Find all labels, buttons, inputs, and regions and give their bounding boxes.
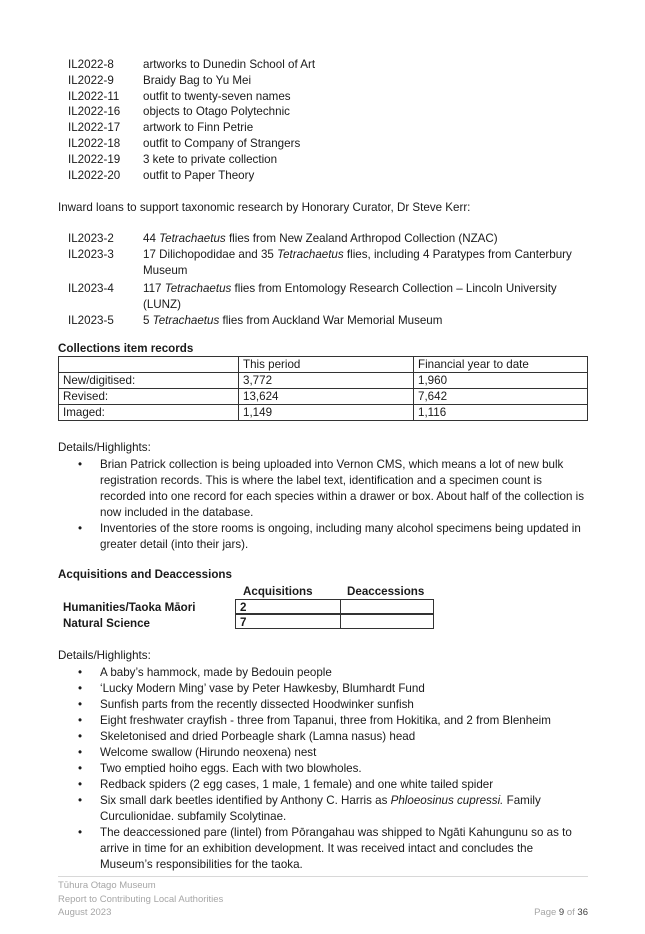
loan-id: IL2022-9 bbox=[68, 73, 114, 87]
list-item: • Sunfish parts from the recently dissected Hoodwinker sunfish bbox=[78, 698, 414, 711]
loan-id: IL2022-16 bbox=[68, 105, 121, 119]
footer-date: August 2023 bbox=[58, 907, 112, 918]
bullet-icon: • bbox=[78, 826, 83, 839]
loan-desc: 5 Tetrachaetus flies from Auckland War Memorial Museum bbox=[143, 314, 443, 327]
acquisitions-highlights-list bbox=[58, 665, 588, 873]
bullet-icon: • bbox=[78, 714, 83, 727]
loan-desc: objects to Otago Polytechnic bbox=[143, 105, 290, 119]
bullet-icon: • bbox=[78, 794, 83, 807]
table-cell: Revised: bbox=[59, 389, 239, 405]
page-number: Page 9 of 36 bbox=[534, 907, 588, 918]
loan-desc: 17 Dilichopodidae and 35 Tetrachaetus flies, including 4 Paratypes from Canterbury Museum bbox=[143, 248, 572, 277]
inward-loans-list bbox=[68, 231, 588, 329]
records-table bbox=[58, 356, 588, 421]
footer-report-title: Report to Contributing Local Authorities bbox=[58, 893, 224, 905]
loan-id: IL2023-2 bbox=[68, 232, 114, 245]
details-label: Details/Highlights: bbox=[58, 649, 151, 662]
bullet-icon: • bbox=[78, 682, 83, 695]
table-row bbox=[59, 389, 588, 405]
inward-loan-row bbox=[68, 313, 588, 329]
list-item: • The deaccessioned pare (lintel) from Pōrangahau was shipped to Ngāti Kahungunu so as to arrive in time for an exhibition development. It was received intact and concludes the Museum’s responsibilities for the taoka. bbox=[78, 826, 572, 871]
list-item: • Brian Patrick collection is being uploaded into Vernon CMS, which means a lot of new bulk registration records. This is where the label text, identification and a specimen count is recorded into one record for each species within a drawer or box. About half of the collection is now included in the database. bbox=[78, 458, 584, 519]
table-header-cell bbox=[59, 357, 239, 373]
loan-desc: artwork to Finn Petrie bbox=[143, 121, 254, 135]
details-label: Details/Highlights: bbox=[58, 441, 151, 454]
loan-row bbox=[68, 57, 315, 73]
bullet-icon: • bbox=[78, 762, 83, 775]
loan-desc: Braidy Bag to Yu Mei bbox=[143, 73, 252, 87]
records-heading: Collections item records bbox=[58, 342, 194, 355]
inward-loans-intro: Inward loans to support taxonomic research by Honorary Curator, Dr Steve Kerr: bbox=[58, 201, 471, 214]
loan-row bbox=[68, 104, 315, 120]
loan-desc: 117 Tetrachaetus flies from Entomology Research Collection – Lincoln University (LUNZ) bbox=[143, 282, 557, 311]
table-cell: Imaged: bbox=[59, 405, 239, 421]
bullet-icon: • bbox=[78, 458, 83, 471]
table-header-cell: Financial year to date bbox=[414, 357, 588, 373]
page-footer bbox=[58, 876, 588, 920]
table-header-cell: This period bbox=[239, 357, 414, 373]
deaccessions-column-header: Deaccessions bbox=[347, 585, 425, 598]
records-highlights-list bbox=[58, 457, 588, 553]
list-item: • Six small dark beetles identified by Anthony C. Harris as Phloeosinus cupressi. Family Curculionidae. subfamily Scolytinae. bbox=[78, 794, 541, 823]
inward-loan-row bbox=[68, 247, 588, 281]
loan-id: IL2023-3 bbox=[68, 248, 114, 261]
list-item: • A baby’s hammock, made by Bedouin people bbox=[78, 666, 332, 679]
table-cell: 3,772 bbox=[239, 373, 414, 389]
bullet-icon: • bbox=[78, 746, 83, 759]
acquisitions-row-label: Natural Science bbox=[63, 617, 150, 630]
outward-loans-list bbox=[68, 57, 315, 183]
table-row bbox=[59, 405, 588, 421]
loan-desc: artworks to Dunedin School of Art bbox=[143, 58, 316, 71]
loan-desc: 44 Tetrachaetus flies from New Zealand Arthropod Collection (NZAC) bbox=[143, 232, 498, 245]
loan-row bbox=[68, 73, 315, 89]
inward-loan-row bbox=[68, 231, 588, 247]
loan-desc: outfit to twenty-seven names bbox=[143, 89, 291, 103]
list-item: • Two emptied hoiho eggs. Each with two blowholes. bbox=[78, 762, 362, 775]
footer-organisation: Tūhura Otago Museum bbox=[58, 880, 156, 891]
table-cell: 13,624 bbox=[239, 389, 414, 405]
loan-row bbox=[68, 168, 315, 184]
table-cell: 1,116 bbox=[414, 405, 588, 421]
bullet-icon: • bbox=[78, 698, 83, 711]
loan-id: IL2023-5 bbox=[68, 314, 114, 327]
loan-id: IL2022-20 bbox=[68, 168, 121, 182]
loan-desc: outfit to Paper Theory bbox=[143, 168, 255, 182]
bullet-icon: • bbox=[78, 522, 83, 535]
table-cell: New/digitised: bbox=[59, 373, 239, 389]
loan-row bbox=[68, 120, 315, 136]
bullet-icon: • bbox=[78, 666, 83, 679]
loan-id: IL2022-18 bbox=[68, 136, 121, 150]
table-header-row bbox=[59, 357, 588, 373]
acquisitions-count: 7 bbox=[235, 614, 341, 629]
list-item: • Redback spiders (2 egg cases, 1 male, 1 female) and one white tailed spider bbox=[78, 778, 494, 791]
table-row bbox=[59, 373, 588, 389]
deaccessions-count bbox=[340, 614, 434, 629]
list-item: • Inventories of the store rooms is ongoing, including many alcohol specimens being updated in greater detail (into their jars). bbox=[78, 522, 581, 551]
acquisitions-count: 2 bbox=[235, 599, 341, 614]
loan-row bbox=[68, 136, 315, 152]
loan-desc: 3 kete to private collection bbox=[143, 152, 278, 166]
bullet-icon: • bbox=[78, 730, 83, 743]
table-cell: 1,149 bbox=[239, 405, 414, 421]
list-item: • Eight freshwater crayfish - three from Tapanui, three from Hokitika, and 2 from Blenheim bbox=[78, 714, 551, 727]
deaccessions-count bbox=[340, 599, 434, 614]
table-cell: 1,960 bbox=[414, 373, 588, 389]
inward-loan-row bbox=[68, 281, 588, 313]
bullet-icon: • bbox=[78, 778, 83, 791]
acquisitions-column-header: Acquisitions bbox=[243, 585, 313, 598]
loan-id: IL2023-4 bbox=[68, 282, 114, 295]
table-cell: 7,642 bbox=[414, 389, 588, 405]
acquisitions-heading: Acquisitions and Deaccessions bbox=[58, 568, 232, 581]
loan-id: IL2022-11 bbox=[68, 89, 120, 103]
loan-row bbox=[68, 89, 315, 105]
list-item: • Welcome swallow (Hirundo neoxena) nest bbox=[78, 746, 317, 759]
list-item: • Skeletonised and dried Porbeagle shark (Lamna nasus) head bbox=[78, 730, 416, 743]
loan-row bbox=[68, 152, 315, 168]
loan-desc: outfit to Company of Strangers bbox=[143, 136, 301, 150]
list-item: • ‘Lucky Modern Ming’ vase by Peter Hawkesby, Blumhardt Fund bbox=[78, 682, 425, 695]
loan-id: IL2022-8 bbox=[68, 58, 114, 71]
acquisitions-row-label: Humanities/Taoka Māori bbox=[63, 601, 196, 614]
loan-id: IL2022-17 bbox=[68, 121, 121, 135]
loan-id: IL2022-19 bbox=[68, 152, 121, 166]
